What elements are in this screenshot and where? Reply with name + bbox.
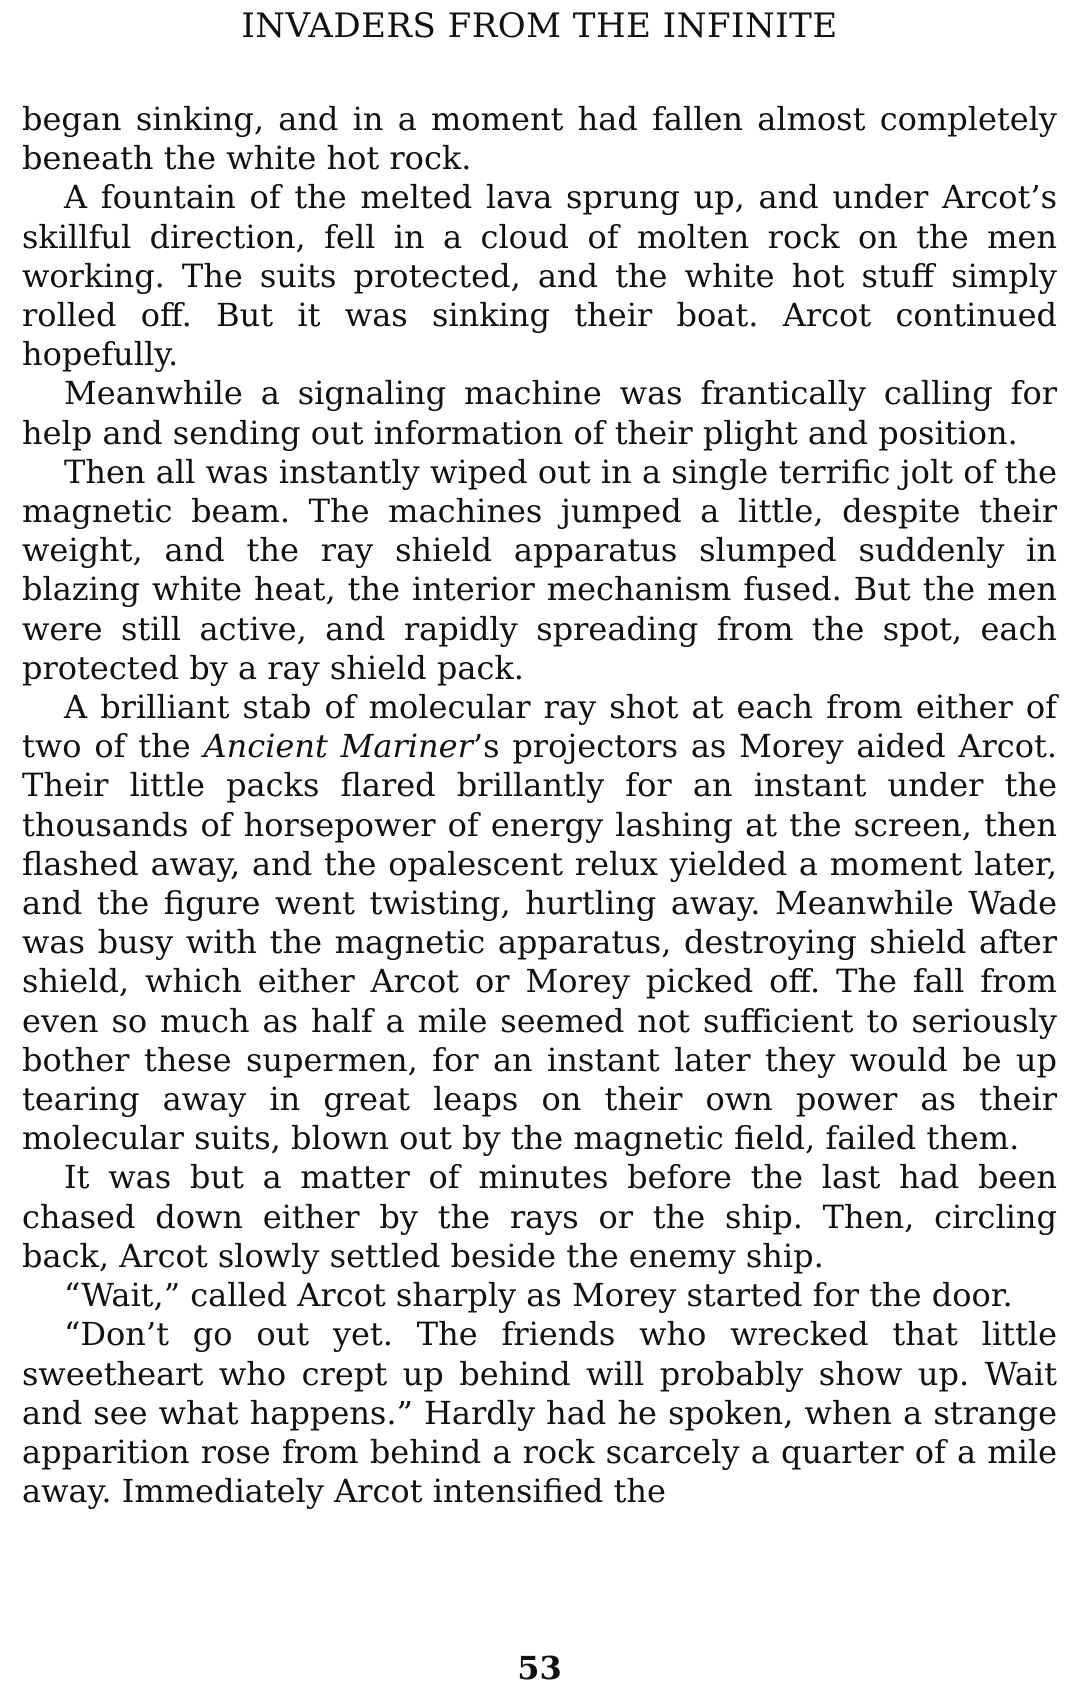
ship-name: Ancient Mariner (203, 727, 473, 766)
paragraph: Then all was instantly wiped out in a single terrific jolt of the magnetic beam. The machines jumped a little, despite their weight, and the ray shield apparatus slumped suddenly in blazing white heat, the interior mechanism fused. But the men were still active, and rapidly spreading from the spot, each protected by a ray shield pack. (22, 452, 1057, 687)
paragraph: “Don’t go out yet. The friends who wrecked that little sweetheart who crept up behind will probably show up. Wait and see what happens.” Hardly had he spoken, when a strange apparition rose from behind a rock scarcely a quarter of a mile away. Immediately Arcot intensified the (22, 1315, 1057, 1511)
paragraph: began sinking, and in a moment had fallen almost completely beneath the white hot rock. (22, 100, 1057, 178)
paragraph: A brilliant stab of molecular ray shot at each from either of two of the Ancient Mariner’s projectors as Morey aided Arcot. Their little packs flared brillantly for an instant under the thousands of horsepower of energy lashing at the screen, then flashed away, and the opalescent relux yielded a moment later, and the figure went twisting, hurtling away. Meanwhile Wade was busy with the magnetic apparatus, destroying shield after shield, which either Arcot or Morey picked off. The fall from even so much as half a mile seemed not sufficient to seriously bother these supermen, for an instant later they would be up tearing away in great leaps on their own power as their molecular suits, blown out by the magnetic field, failed them. (22, 688, 1058, 1158)
body-text (22, 100, 1057, 1511)
paragraph: It was but a matter of minutes before the last had been chased down either by the rays or the ship. Then, circling back, Arcot slowly settled beside the enemy ship. (22, 1158, 1057, 1275)
page-number: 53 (517, 1649, 562, 1687)
running-head: INVADERS FROM THE INFINITE (241, 6, 838, 46)
paragraph: Meanwhile a signaling machine was frantically calling for help and sending out information of their plight and position. (22, 374, 1057, 452)
paragraph: A fountain of the melted lava sprung up, and under Arcot’s skillful direction, fell in a cloud of molten rock on the men working. The suits protected, and the white hot stuff simply rolled off. But it was sinking their boat. Arcot continued hopefully. (22, 178, 1057, 374)
book-page (22, 0, 1057, 1696)
paragraph: “Wait,” called Arcot sharply as Morey started for the door. (64, 1276, 1013, 1315)
